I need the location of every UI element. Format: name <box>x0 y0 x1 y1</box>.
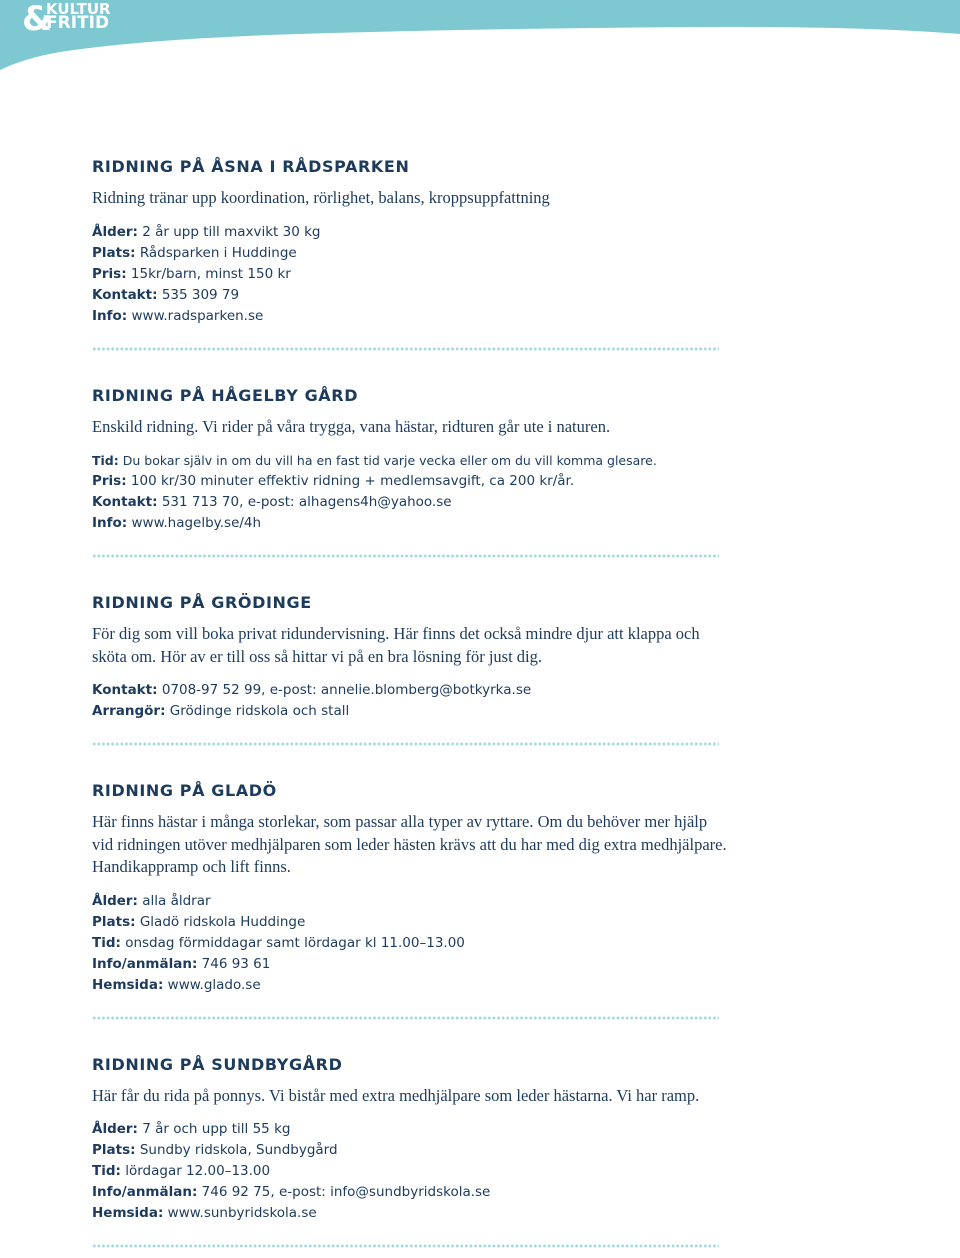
detail-label: Plats: <box>92 244 136 261</box>
section-sundbygard <box>92 1054 732 1249</box>
detail-row-info-anmalan <box>92 1182 732 1203</box>
dotted-divider <box>92 742 719 746</box>
detail-label: Ålder: <box>92 223 138 240</box>
detail-label: Pris: <box>92 473 127 489</box>
detail-row-hemsida <box>92 975 732 996</box>
detail-value: www.glado.se <box>167 976 261 993</box>
detail-row-kontakt <box>92 492 732 513</box>
section-grodinge <box>92 592 732 746</box>
detail-row-pris <box>92 471 732 492</box>
detail-label: Arrangör: <box>92 703 166 719</box>
detail-value: www.hagelby.se/4h <box>131 515 262 531</box>
detail-row-hemsida <box>92 1203 732 1224</box>
detail-value: 535 309 79 <box>161 286 240 303</box>
detail-row-pris <box>92 264 732 285</box>
detail-value: www.radsparken.se <box>131 307 264 324</box>
details-list <box>92 1119 732 1224</box>
dotted-divider <box>92 347 719 351</box>
section-asna <box>92 156 732 351</box>
detail-value: 2 år upp till maxvikt 30 kg <box>142 223 321 240</box>
detail-label: Tid: <box>92 1163 121 1179</box>
detail-row-tid <box>92 933 732 954</box>
detail-value: onsdag förmiddagar samt lördagar kl 11.00–13.00 <box>125 934 465 951</box>
details-list <box>92 891 732 996</box>
section-title: RIDNING PÅ SUNDBYGÅRD <box>92 1054 343 1074</box>
detail-label: Tid: <box>92 453 119 468</box>
detail-label: Info: <box>92 307 128 324</box>
detail-value: 15kr/barn, minst 150 kr <box>130 265 291 282</box>
detail-row-tid <box>92 450 732 471</box>
section-description: Här finns hästar i många storlekar, som passar alla typer av ryttare. Om du behöver mer hjälp vid ridningen utöver medhjälparen som leder hästen krävs att du har med dig extra medhjälpare. Handikappramp och lift finns. <box>92 812 727 876</box>
detail-value: 531 713 70, e-post: alhagens4h@yahoo.se <box>161 494 452 510</box>
detail-label: Info: <box>92 515 128 531</box>
section-title: RIDNING PÅ GLADÖ <box>92 781 277 800</box>
detail-row-alder <box>92 222 732 243</box>
detail-row-info-anmalan <box>92 954 732 975</box>
detail-row-tid <box>92 1161 732 1182</box>
logo-kultur: KULTUR <box>46 0 111 18</box>
dotted-divider <box>92 554 719 558</box>
detail-label: Kontakt: <box>92 494 158 510</box>
section-title: RIDNING PÅ HÅGELBY GÅRD <box>92 385 359 405</box>
detail-row-plats <box>92 912 732 933</box>
logo-ampersand: & <box>22 0 52 39</box>
detail-label: Kontakt: <box>92 286 158 303</box>
detail-value: lördagar 12.00–13.00 <box>125 1163 271 1179</box>
details-list <box>92 680 732 722</box>
detail-value: Gladö ridskola Huddinge <box>139 913 306 930</box>
detail-label: Kontakt: <box>92 682 158 698</box>
detail-value: 7 år och upp till 55 kg <box>142 1121 291 1137</box>
detail-value: 0708-97 52 99, e-post: annelie.blomberg@botkyrka.se <box>161 682 532 698</box>
section-description: Här får du rida på ponnys. Vi bistår med extra medhjälpare som leder hästarna. Vi har ramp. <box>92 1085 700 1105</box>
detail-row-plats <box>92 1140 732 1161</box>
detail-value: www.sunbyridskola.se <box>167 1205 317 1221</box>
details-list <box>92 450 732 534</box>
header-band <box>0 0 960 90</box>
detail-row-plats <box>92 243 732 264</box>
detail-row-kontakt <box>92 680 732 701</box>
detail-label: Ålder: <box>92 1121 138 1137</box>
detail-label: Pris: <box>92 265 127 282</box>
section-description: Ridning tränar upp koordination, rörlighet, balans, kroppsuppfattning <box>92 188 550 207</box>
section-description: För dig som vill boka privat ridundervisning. Här finns det också mindre djur att klappa och sköta om. Hör av er till oss så hittar vi på en bra lösning för just dig. <box>92 624 700 666</box>
detail-label: Plats: <box>92 913 136 930</box>
detail-row-kontakt <box>92 285 732 306</box>
main-content <box>92 156 732 1248</box>
section-title: RIDNING PÅ ÅSNA I RÅDSPARKEN <box>92 157 410 176</box>
detail-value: 746 93 61 <box>201 955 271 972</box>
detail-label: Plats: <box>92 1142 136 1158</box>
detail-label: Ålder: <box>92 892 138 909</box>
detail-label: Info/anmälan: <box>92 955 198 972</box>
details-list <box>92 222 732 327</box>
detail-value: Du bokar själv in om du vill ha en fast tid varje vecka eller om du vill komma glesare. <box>122 453 657 468</box>
section-hagelby <box>92 385 732 559</box>
detail-label: Hemsida: <box>92 976 164 993</box>
detail-row-alder <box>92 1119 732 1140</box>
logo-fritid: FRITID <box>46 13 110 33</box>
section-glado <box>92 780 732 1020</box>
detail-row-info <box>92 513 732 534</box>
detail-label: Hemsida: <box>92 1205 164 1221</box>
detail-row-info <box>92 306 732 327</box>
section-description: Enskild ridning. Vi rider på våra trygga, vana hästar, ridturen går ute i naturen. <box>92 416 611 436</box>
detail-value: 746 92 75, e-post: info@sundbyridskola.se <box>201 1184 491 1200</box>
detail-row-arrangor <box>92 701 732 722</box>
detail-value: Sundby ridskola, Sundbygård <box>139 1142 338 1158</box>
detail-value: alla åldrar <box>142 892 211 909</box>
detail-row-alder <box>92 891 732 912</box>
detail-value: Rådsparken i Huddinge <box>139 244 297 261</box>
dotted-divider <box>92 1244 719 1248</box>
dotted-divider <box>92 1016 719 1020</box>
detail-value: Grödinge ridskola och stall <box>169 703 350 719</box>
detail-value: 100 kr/30 minuter effektiv ridning + medlemsavgift, ca 200 kr/år. <box>130 473 575 489</box>
detail-label: Tid: <box>92 934 121 951</box>
section-title: RIDNING PÅ GRÖDINGE <box>92 593 312 612</box>
detail-label: Info/anmälan: <box>92 1184 198 1200</box>
